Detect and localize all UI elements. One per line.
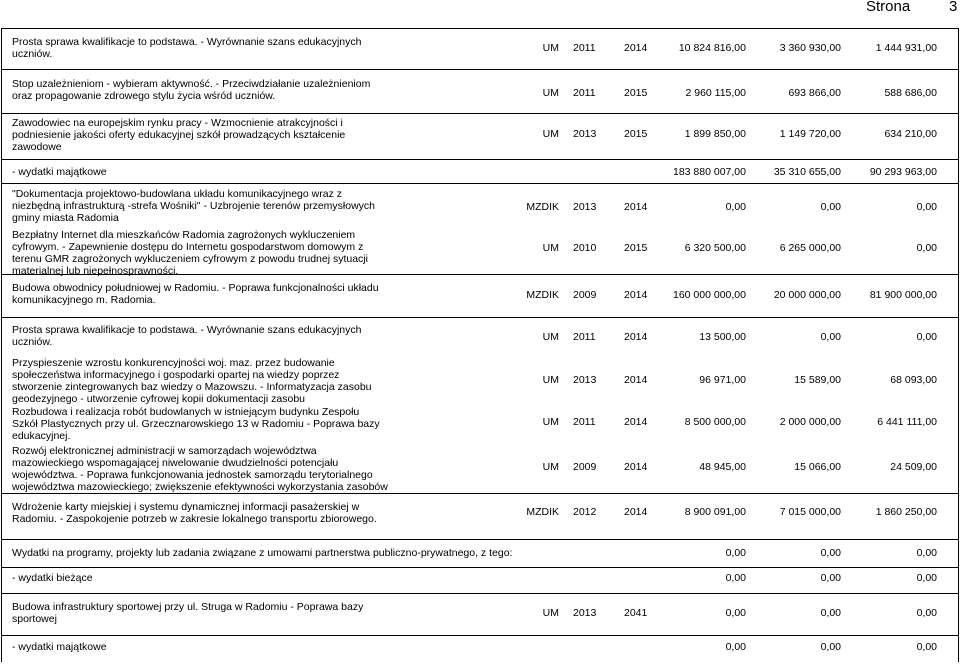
period-to: 2015 [624, 128, 648, 140]
period-from: 2010 [573, 242, 597, 254]
period-from: 2009 [573, 289, 597, 301]
limit-year-1: 0,00 [820, 641, 841, 653]
table-row [2, 69, 959, 114]
table-row [2, 227, 959, 277]
period-from: 2011 [573, 416, 596, 428]
table-row [2, 29, 959, 69]
table-row [2, 113, 959, 160]
total-cost: 0,00 [725, 572, 746, 584]
total-cost: 13 500,00 [699, 331, 746, 343]
limit-year-1: 15 066,00 [794, 461, 841, 473]
table-row [2, 567, 959, 594]
task-description: Wydatki na programy, projekty lub zadania związane z umowami partnerstwa publiczno-prywatnego, z tego: [12, 547, 513, 559]
task-description: Rozbudowa i realizacja robót budowlanych w istniejącym budynku Zespołu Szkół Plastycznych przy ul. Grzecznarowskiego 13 w Radomiu - Poprawa bazy edukacyjnej. [12, 406, 380, 442]
limit-year-1: 6 265 000,00 [779, 242, 841, 254]
period-to: 2014 [624, 374, 648, 386]
period-to: 2014 [624, 506, 648, 518]
period-from: 2011 [573, 42, 596, 54]
page-label: Strona [866, 0, 911, 15]
limit-year-2: 634 210,00 [884, 128, 937, 140]
limit-year-2: 6 441 111,00 [877, 416, 937, 428]
limit-year-2: 0,00 [916, 572, 937, 584]
responsible-unit: MZDIK [526, 201, 559, 213]
table-row [2, 317, 959, 358]
period-to: 2015 [624, 242, 648, 254]
limit-year-1: 0,00 [820, 547, 841, 559]
task-description: - wydatki majątkowe [12, 641, 107, 653]
table-row [2, 274, 959, 318]
limit-year-1: 0,00 [820, 201, 841, 213]
total-cost: 2 960 115,00 [685, 87, 746, 99]
limit-year-2: 24 509,00 [890, 461, 937, 473]
table-row [2, 159, 959, 184]
task-description: Stop uzależnieniom - wybieram aktywność. - Przeciwdziałanie uzależnieniom oraz propagowanie zdrowego stylu życia wśród uczniów. [12, 78, 371, 102]
period-from: 2013 [573, 128, 597, 140]
responsible-unit: UM [542, 416, 559, 428]
limit-year-2: 1 444 931,00 [875, 42, 937, 54]
period-to: 2014 [624, 416, 648, 428]
responsible-unit: MZDIK [526, 289, 559, 301]
table-row [2, 445, 959, 493]
period-to: 2014 [624, 331, 648, 343]
limit-year-2: 0,00 [916, 641, 937, 653]
period-from: 2009 [573, 461, 597, 473]
table-row [2, 635, 959, 664]
limit-year-1: 693 866,00 [788, 87, 841, 99]
period-from: 2013 [573, 374, 597, 386]
task-description: Prosta sprawa kwalifikacje to podstawa. - Wyrównanie szans edukacyjnych uczniów. [12, 36, 362, 60]
limit-year-2: 0,00 [916, 201, 937, 213]
total-cost: 0,00 [725, 201, 746, 213]
period-to: 2014 [624, 461, 648, 473]
period-to: 2014 [624, 42, 648, 54]
task-description: Budowa infrastruktury sportowej przy ul. Struga w Radomiu - Poprawa bazy sportowej [12, 601, 364, 625]
responsible-unit: UM [542, 242, 559, 254]
total-cost: 8 500 000,00 [684, 416, 746, 428]
table-row [2, 357, 959, 405]
total-cost: 8 900 091,00 [684, 506, 746, 518]
period-to: 2041 [624, 607, 648, 619]
limit-year-1: 3 360 930,00 [779, 42, 841, 54]
limit-year-1: 20 000 000,00 [773, 289, 841, 301]
responsible-unit: UM [542, 331, 559, 343]
limit-year-2: 0,00 [916, 607, 937, 619]
limit-year-2: 68 093,00 [890, 374, 937, 386]
task-description: Bezpłatny Internet dla mieszkańców Radomia zagrożonych wykluczeniem cyfrowym. - Zapewnienie dostępu do Internetu gospodarstwom domowym z terenu GMR zagrożonych wykluczeniem cyfrowym z powodu trudnej sytuacji materialnej lub niepełnosprawności. [12, 229, 368, 277]
limit-year-2: 0,00 [916, 547, 937, 559]
responsible-unit: UM [542, 128, 559, 140]
total-cost: 6 320 500,00 [684, 242, 746, 254]
limit-year-1: 0,00 [820, 331, 841, 343]
total-cost: 1 899 850,00 [684, 128, 746, 140]
limit-year-2: 81 900 000,00 [869, 289, 937, 301]
task-description: Prosta sprawa kwalifikacje to podstawa. - Wyrównanie szans edukacyjnych uczniów. [12, 324, 362, 348]
responsible-unit: UM [542, 42, 559, 54]
period-to: 2015 [624, 87, 648, 99]
limit-year-1: 1 149 720,00 [779, 128, 841, 140]
task-description: Przyspieszenie wzrostu konkurencyjności woj. maz. przez budowanie społeczeństwa informacyjnego i gospodarki opartej na wiedzy poprzez stworzenie zintegrowanych baz wiedzy o Mazowszu. - Informatyzacja zasobu geodezyjnego - utworzenie cyfrowej kopii dokumentacji zasobu [12, 357, 372, 405]
table-row [2, 539, 959, 568]
task-description: Budowa obwodnicy południowej w Radomiu. - Poprawa funkcjonalności układu komunikacyjnego m. Radomia. [12, 282, 379, 306]
limit-year-2: 90 293 963,00 [869, 166, 937, 178]
limit-year-1: 0,00 [820, 572, 841, 584]
period-from: 2013 [573, 201, 597, 213]
task-description: - wydatki majątkowe [12, 166, 107, 178]
total-cost: 10 824 816,00 [678, 42, 746, 54]
period-from: 2013 [573, 607, 597, 619]
responsible-unit: UM [542, 374, 559, 386]
limit-year-1: 2 000 000,00 [779, 416, 841, 428]
task-description: "Dokumentacja projektowo-budowlana układu komunikacyjnego wraz z niezbędną infrastrukturą -strefa Wośniki" - Uzbrojenie terenów przemysłowych gminy miasta Radomia [12, 188, 376, 224]
responsible-unit: UM [542, 461, 559, 473]
total-cost: 96 971,00 [699, 374, 746, 386]
table-row [2, 183, 959, 228]
limit-year-1: 0,00 [820, 607, 841, 619]
limit-year-1: 15 589,00 [794, 374, 841, 386]
task-description: - wydatki bieżące [12, 572, 93, 584]
table-row [2, 399, 959, 445]
limit-year-1: 7 015 000,00 [779, 506, 841, 518]
total-cost: 48 945,00 [699, 461, 746, 473]
task-description: Rozwój elektronicznej administracji w samorządach województwa mazowieckiego wspomagającej niwelowanie dwudzielności potencjału województwa. - Poprawa funkcjonowania jednostek samorządu terytorialnego województwa mazowieckiego; zwiększenie efektywności wykorzystania zasobów [12, 445, 388, 493]
task-description: Wdrożenie karty miejskiej i systemu dynamicznej informacji pasażerskiej w Radomiu. - Zaspokojenie potrzeb w zakresie lokalnego transportu zbiorowego. [12, 501, 377, 525]
period-to: 2014 [624, 289, 648, 301]
expenditure-table [1, 28, 959, 662]
total-cost: 0,00 [725, 547, 746, 559]
period-from: 2012 [573, 506, 597, 518]
total-cost: 0,00 [725, 607, 746, 619]
limit-year-2: 0,00 [916, 242, 937, 254]
responsible-unit: UM [542, 87, 559, 99]
task-description: Zawodowiec na europejskim rynku pracy - Wzmocnienie atrakcyjności i podniesienie jakości oferty edukacyjnej szkół prowadzących kształcenie zawodowe [12, 117, 346, 153]
page-header [0, 0, 960, 17]
limit-year-2: 588 686,00 [884, 87, 937, 99]
total-cost: 183 880 007,00 [673, 166, 746, 178]
period-from: 2011 [573, 87, 596, 99]
total-cost: 0,00 [725, 641, 746, 653]
period-to: 2014 [624, 201, 648, 213]
total-cost: 160 000 000,00 [673, 289, 746, 301]
table-row [2, 593, 959, 636]
page-number: 3 [949, 0, 958, 15]
limit-year-2: 0,00 [916, 331, 937, 343]
limit-year-1: 35 310 655,00 [773, 166, 841, 178]
table-row [2, 493, 959, 540]
responsible-unit: MZDIK [526, 506, 559, 518]
period-from: 2011 [573, 331, 596, 343]
limit-year-2: 1 860 250,00 [875, 506, 937, 518]
responsible-unit: UM [542, 607, 559, 619]
